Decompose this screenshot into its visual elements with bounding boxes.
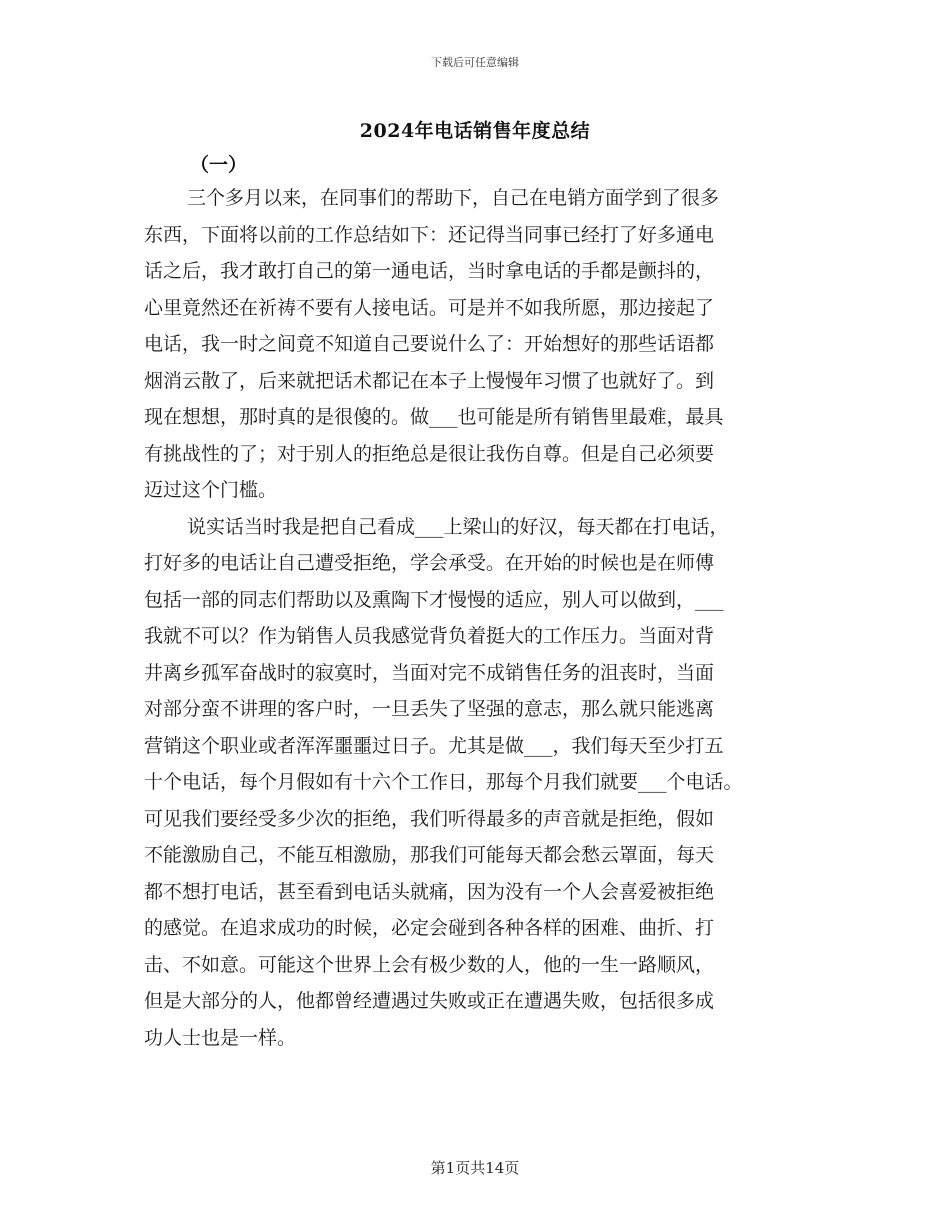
paragraph-line: 井离乡孤军奋战时的寂寞时，当面对完不成销售任务的沮丧时，当面 <box>144 661 715 684</box>
paragraph-line: 烟消云散了，后来就把话术都记在本子上慢慢年习惯了也就好了。到 <box>144 369 715 392</box>
paragraph-line: 的感觉。在追求成功的时候，必定会碰到各种各样的困难、曲折、打 <box>144 917 715 939</box>
paragraph-line: 击、不如意。可能这个世界上会有极少数的人，他的一生一路顺风， <box>144 953 715 976</box>
paragraph-line: 迈过这个门槛。 <box>144 479 278 501</box>
paragraph-line: 都不想打电话，甚至看到电话头就痛，因为没有一个人会喜爱被拒绝 <box>144 880 715 903</box>
paragraph-line: 现在想想，那时真的是很傻的。做___也可能是所有销售里最难，最具 <box>144 406 724 428</box>
paragraph-line: 心里竟然还在祈祷不要有人接电话。可是并不如我所愿，那边接起了 <box>144 296 715 319</box>
paragraph-line: 话之后，我才敢打自己的第一通电话，当时拿电话的手都是颤抖的， <box>144 260 715 282</box>
paragraph-line: 打好多的电话让自己遭受拒绝，学会承受。在开始的时候也是在师傅 <box>144 552 715 574</box>
paragraph-line: 电话，我一时之间竟不知道自己要说什么了：开始想好的那些话语都 <box>144 333 715 355</box>
paragraph-line: 说实话当时我是把自己看成___上梁山的好汉，每天都在打电话， <box>187 515 729 538</box>
document-body <box>144 180 824 1056</box>
section-label: （一） <box>190 154 248 176</box>
paragraph-line: 但是大部分的人，他都曾经遭遇过失败或正在遭遇失败，包括很多成 <box>144 990 715 1012</box>
paragraph-line: 三个多月以来，在同事们的帮助下，自己在电销方面学到了很多 <box>187 187 720 209</box>
paragraph-line: 十个电话，每个月假如有十六个工作日，那每个月我们就要___个电话。 <box>144 771 743 793</box>
paragraph-line: 不能激励自己，不能互相激励，那我们可能每天都会愁云罩面，每天 <box>144 844 715 866</box>
paragraph-line: 包括一部的同志们帮助以及熏陶下才慢慢的适应，别人可以做到，___ <box>144 588 724 611</box>
header-note: 下载后可任意编辑 <box>431 56 519 69</box>
page-footer: 第1页共14页 <box>430 1159 520 1177</box>
paragraph-line: 东西，下面将以前的工作总结如下：还记得当同事已经打了好多通电 <box>144 223 715 246</box>
document-title: 2024年电话销售年度总结 <box>359 120 591 142</box>
paragraph-line: 功人士也是一样。 <box>144 1026 297 1049</box>
paragraph-line: 我就不可以？作为销售人员我感觉背负着挺大的工作压力。当面对背 <box>144 625 715 647</box>
paragraph-line: 可见我们要经受多少次的拒绝，我们听得最多的声音就是拒绝，假如 <box>144 807 715 830</box>
paragraph-line: 营销这个职业或者浑浑噩噩过日子。尤其是做___，我们每天至少打五 <box>144 734 724 757</box>
paragraph-line: 有挑战性的了；对于别人的拒绝总是很让我伤自尊。但是自己必须要 <box>144 442 715 465</box>
paragraph-line: 对部分蛮不讲理的客户时，一旦丢失了坚强的意志，那么就只能逃离 <box>144 698 715 720</box>
